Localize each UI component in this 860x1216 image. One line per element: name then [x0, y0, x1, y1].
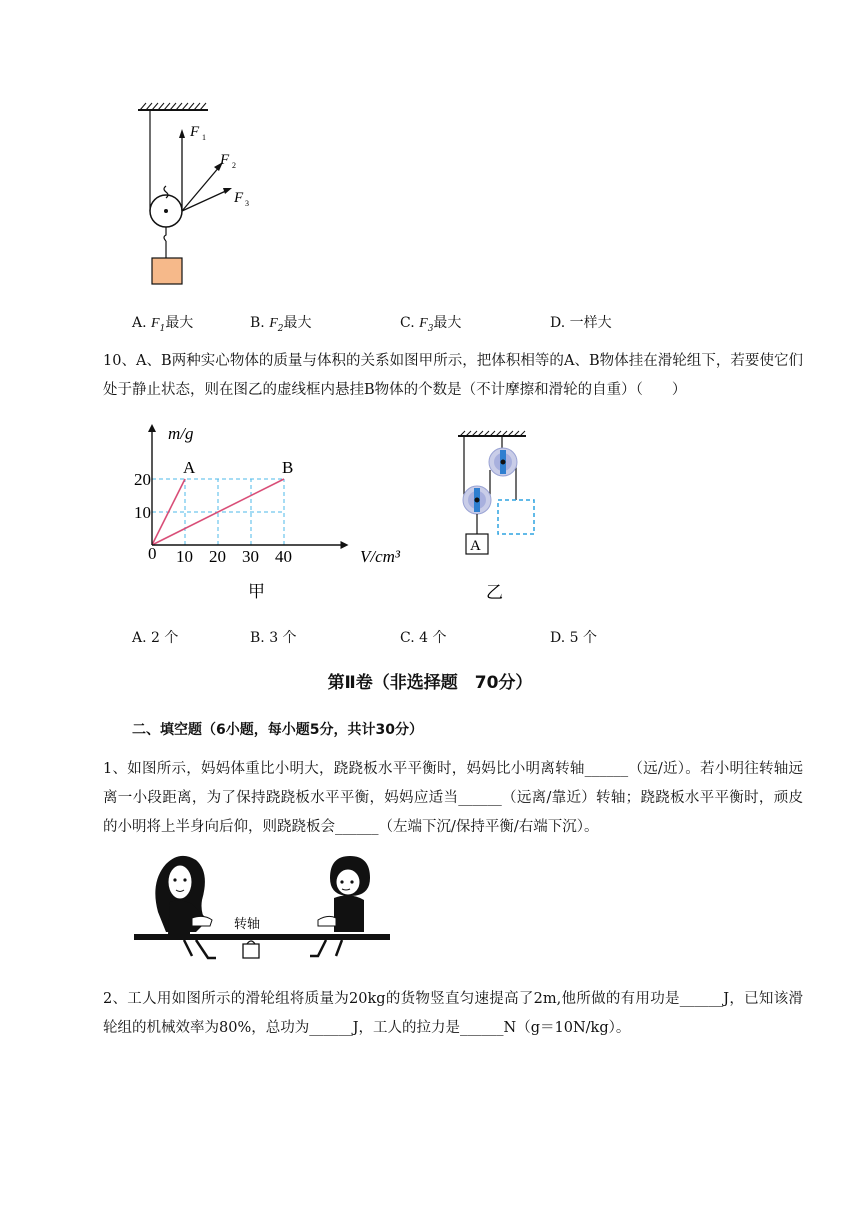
- f3-label: F: [234, 190, 244, 206]
- figure-yi-caption: 乙: [486, 583, 503, 602]
- q9-option-c[interactable]: C. $F_3$最大: [400, 315, 462, 334]
- q9-option-d[interactable]: D. 一样大: [550, 315, 612, 331]
- f2-label: F: [220, 152, 230, 168]
- boy-figure: [310, 856, 370, 956]
- q10-question-text: 10、A、B两种实心物体的质量与体积的关系如图甲所示，把体积相等的A、B物体挂在滑轮组下，若要使它们处于静止状态，则在图乙的虚线框内悬挂B物体的个数是（不计摩擦和滑轮的自重）（ ）: [103, 353, 803, 398]
- y-tick-label-20: 20: [134, 470, 151, 489]
- q10-option-b[interactable]: B. 3 个: [250, 630, 297, 646]
- mass-volume-chart: [128, 420, 428, 605]
- fill2-question-text: 2、工人用如图所示的滑轮组将质量为20kg的货物竖直匀速提高了2m,他所做的有用功是______J，已知该滑轮组的机械效率为80%，总功为______J，工人的拉力是______N（g＝10N/kg）。: [103, 991, 803, 1036]
- seesaw-board: [134, 934, 390, 940]
- section-title: 第Ⅱ卷（非选择题 70分）: [327, 673, 533, 693]
- y-tick-label-10: 10: [134, 503, 151, 522]
- svg-text:3: 3: [245, 199, 249, 208]
- dashed-box: [498, 500, 534, 534]
- x-tick-label-40: 40: [275, 547, 292, 566]
- fill1-question-text: 1、如图所示，妈妈体重比小明大，跷跷板水平平衡时，妈妈比小明离转轴______（远/近）。若小明往转轴远离一小段距离，为了保持跷跷板水平平衡，妈妈应适当______（远离/靠近）转轴；跷跷板水平平衡时，顽皮的小明将上半身向后仰，则跷跷板会______（左端下沉/保持平衡/右端下沉）。: [103, 761, 803, 835]
- x-axis-label: V/cm³: [360, 547, 401, 566]
- q10-option-d[interactable]: D. 5 个: [550, 630, 597, 646]
- q9-option-a[interactable]: A. $F_1$最大: [132, 315, 194, 334]
- force-f3-arrow: [182, 190, 228, 211]
- origin-label: 0: [148, 544, 157, 563]
- y-axis-arrow: [148, 424, 156, 432]
- q10-option-a[interactable]: A. 2 个: [132, 630, 179, 646]
- svg-text:1: 1: [202, 133, 206, 142]
- svg-text:2: 2: [232, 161, 236, 170]
- y-axis-label: m/g: [168, 424, 194, 443]
- x-axis-arrow: [341, 541, 349, 549]
- seesaw-figure: [130, 852, 395, 970]
- x-tick-label-10: 10: [176, 547, 193, 566]
- mother-figure: [155, 856, 216, 958]
- hanging-block: [152, 258, 182, 284]
- q9-option-b[interactable]: B. $F_2$最大: [250, 315, 312, 334]
- pulley-force-figure: [128, 98, 258, 290]
- q10-option-c[interactable]: C. 4 个: [400, 630, 447, 646]
- series-label-B: B: [282, 458, 294, 477]
- x-tick-label-20: 20: [209, 547, 226, 566]
- pulley-system-figure: [450, 428, 550, 606]
- axis-label: 转轴: [234, 916, 261, 931]
- x-tick-label-30: 30: [242, 547, 259, 566]
- force-f2-arrow: [182, 166, 220, 211]
- series-label-A: A: [183, 458, 196, 477]
- section-subtitle: 二、填空题（6小题，每小题5分，共计30分）: [132, 722, 423, 738]
- fulcrum-icon: [243, 944, 259, 958]
- object-a-label: A: [470, 538, 481, 554]
- f1-label: F: [190, 124, 200, 140]
- figure-jia-caption: 甲: [248, 582, 265, 601]
